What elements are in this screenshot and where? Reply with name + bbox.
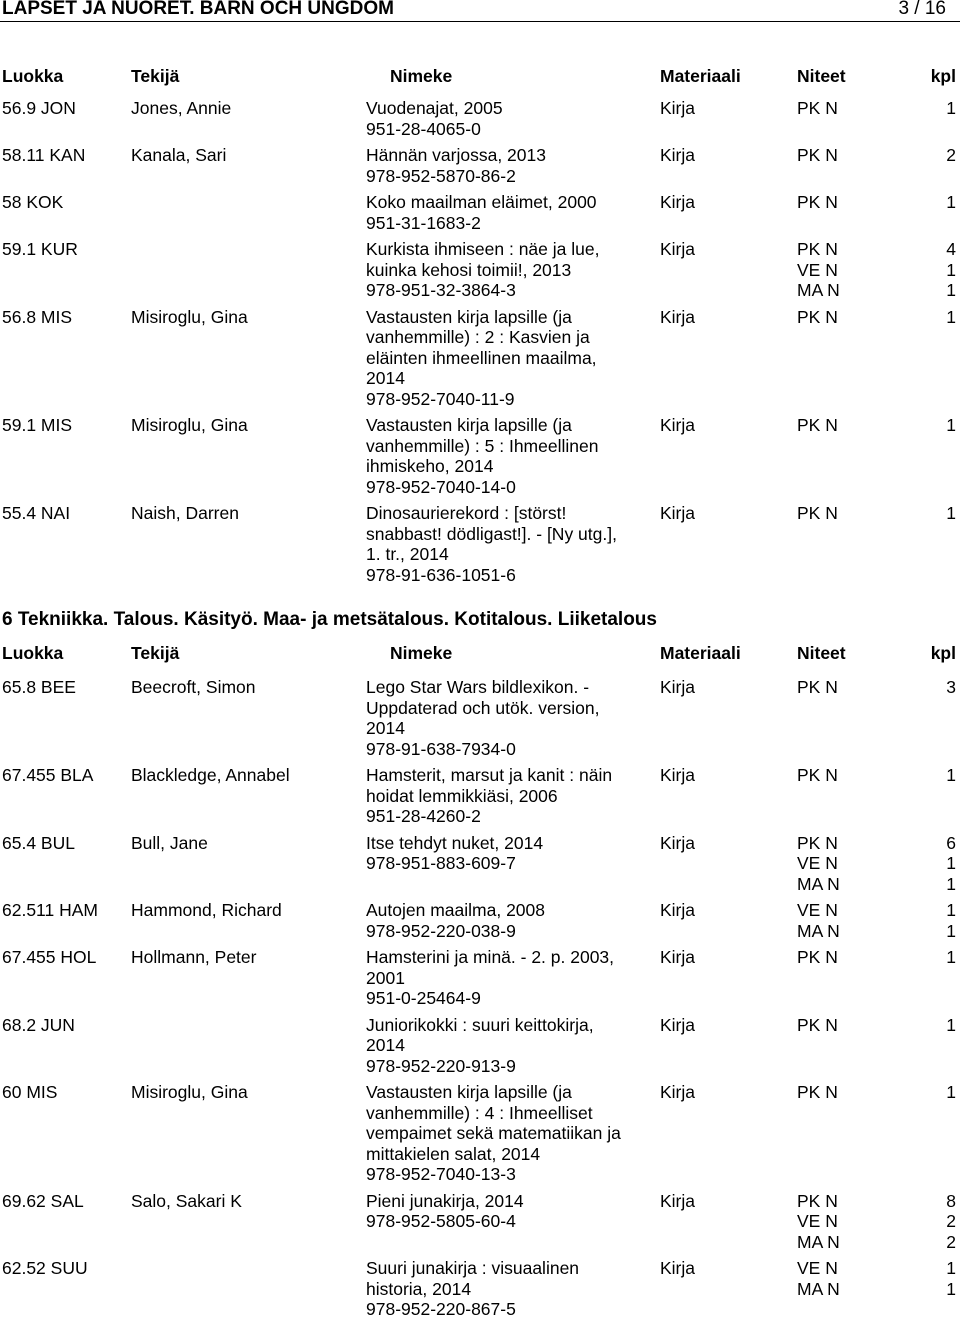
kpl-cell: 6 xyxy=(946,832,956,853)
materiaali-cell: Kirja xyxy=(660,1258,696,1278)
niteet-cell: VE N xyxy=(797,259,838,280)
kpl-cell: 1 xyxy=(946,873,956,894)
kpl-cell: 1 xyxy=(946,503,956,523)
nimeke-line: Pieni junakirja, 2014 xyxy=(366,1190,524,1211)
nimeke-line: kuinka kehosi toimii!, 2013 xyxy=(366,259,572,280)
materiaali-cell: Kirja xyxy=(660,900,696,920)
luokka-cell: 67.455 HOL xyxy=(2,947,97,967)
kpl-cell: 1 xyxy=(946,853,956,873)
kpl-cell: 1 xyxy=(946,306,956,327)
niteet-cell: MA N xyxy=(797,1278,840,1299)
nimeke-line: 2014 xyxy=(366,368,405,388)
col-nimeke: Nimeke xyxy=(390,66,453,86)
nimeke-line: Itse tehdyt nuket, 2014 xyxy=(366,832,544,853)
nimeke-line: vanhemmille) : 5 : Ihmeellinen xyxy=(366,435,599,456)
isbn: 978-952-220-867-5 xyxy=(366,1299,516,1319)
isbn: 978-952-5870-86-2 xyxy=(366,165,516,186)
materiaali-cell: Kirja xyxy=(660,192,696,212)
niteet-cell: MA N xyxy=(797,920,840,941)
isbn: 978-91-636-1051-6 xyxy=(366,564,516,585)
col-kpl: kpl xyxy=(930,643,956,663)
column-header-2 xyxy=(0,643,960,665)
nimeke-line: Koko maailman eläimet, 2000 xyxy=(366,192,597,212)
luokka-cell: 59.1 MIS xyxy=(2,415,73,435)
nimeke-line: vanhemmille) : 2 : Kasvien ja xyxy=(366,327,590,347)
nimeke-line: vempaimet sekä matematiikan ja xyxy=(366,1123,621,1143)
tekija-cell: Misiroglu, Gina xyxy=(131,1082,248,1102)
kpl-cell: 2 xyxy=(946,1231,956,1252)
nimeke-line: hoidat lemmikkiäsi, 2006 xyxy=(366,785,558,806)
kpl-cell: 2 xyxy=(946,1211,956,1231)
nimeke-line: Autojen maailma, 2008 xyxy=(366,900,545,920)
tekija-cell: Jones, Annie xyxy=(131,98,232,118)
materiaali-cell: Kirja xyxy=(660,415,696,435)
niteet-cell: MA N xyxy=(797,1231,840,1252)
luokka-cell: 59.1 KUR xyxy=(2,239,78,259)
materiaali-cell: Kirja xyxy=(660,1014,696,1035)
kpl-cell: 2 xyxy=(946,145,956,165)
isbn: 951-28-4260-2 xyxy=(366,806,481,826)
tekija-cell: Salo, Sakari K xyxy=(131,1190,242,1211)
niteet-cell: VE N xyxy=(797,853,838,873)
materiaali-cell: Kirja xyxy=(660,1190,696,1211)
isbn: 978-952-220-038-9 xyxy=(366,920,516,941)
luokka-cell: 69.62 SAL xyxy=(2,1190,84,1211)
nimeke-line: Suuri junakirja : visuaalinen xyxy=(366,1258,580,1278)
isbn: 978-952-7040-14-0 xyxy=(366,476,516,497)
materiaali-cell: Kirja xyxy=(660,306,696,327)
niteet-cell: PK N xyxy=(797,1082,838,1102)
tekija-cell: Blackledge, Annabel xyxy=(131,765,290,785)
tekija-cell: Beecroft, Simon xyxy=(131,677,256,697)
nimeke-line: Hamsterit, marsut ja kanit : näin xyxy=(366,765,613,785)
materiaali-cell: Kirja xyxy=(660,503,696,523)
kpl-cell: 1 xyxy=(946,259,956,280)
luokka-cell: 55.4 NAI xyxy=(2,503,71,523)
nimeke-line: Lego Star Wars bildlexikon. - xyxy=(366,677,590,697)
nimeke-line: Kurkista ihmiseen : näe ja lue, xyxy=(366,239,600,259)
col-tekija: Tekijä xyxy=(131,66,180,86)
isbn: 978-951-32-3864-3 xyxy=(366,280,516,300)
isbn: 951-31-1683-2 xyxy=(366,212,481,233)
tekija-cell: Bull, Jane xyxy=(131,832,208,853)
col-niteet: Niteet xyxy=(797,66,846,86)
luokka-cell: 58.11 KAN xyxy=(2,145,86,165)
tekija-cell: Misiroglu, Gina xyxy=(131,306,248,327)
col-nimeke: Nimeke xyxy=(390,643,453,663)
materiaali-cell: Kirja xyxy=(660,677,696,697)
kpl-cell: 1 xyxy=(946,920,956,941)
materiaali-cell: Kirja xyxy=(660,98,696,118)
materiaali-cell: Kirja xyxy=(660,832,696,853)
nimeke-line: Hamsterini ja minä. - 2. p. 2003, xyxy=(366,947,615,967)
materiaali-cell: Kirja xyxy=(660,947,696,967)
section-2-title: 6 Tekniikka. Talous. Käsityö. Maa- ja metsätalous. Kotitalous. Liiketalous xyxy=(2,609,657,630)
nimeke-line: Vastausten kirja lapsille (ja xyxy=(366,1082,572,1102)
tekija-cell: Misiroglu, Gina xyxy=(131,415,248,435)
nimeke-line: Dinosaurierekord : [störst! xyxy=(366,503,567,523)
materiaali-cell: Kirja xyxy=(660,765,696,785)
niteet-cell: PK N xyxy=(797,98,838,118)
luokka-cell: 67.455 BLA xyxy=(2,765,94,785)
niteet-cell: PK N xyxy=(797,1014,838,1035)
niteet-cell: PK N xyxy=(797,239,838,259)
niteet-cell: PK N xyxy=(797,832,838,853)
niteet-cell: PK N xyxy=(797,677,838,697)
nimeke-line: vanhemmille) : 4 : Ihmeelliset xyxy=(366,1102,593,1123)
col-kpl: kpl xyxy=(930,66,956,86)
luokka-cell: 56.9 JON xyxy=(2,98,76,118)
nimeke-line: eläinten ihmeellinen maailma, xyxy=(366,347,597,368)
kpl-cell: 8 xyxy=(946,1190,956,1211)
tekija-cell: Kanala, Sari xyxy=(131,145,227,165)
page-number: 3 / 16 xyxy=(898,0,946,19)
nimeke-line: 2001 xyxy=(366,967,405,988)
col-materiaali: Materiaali xyxy=(660,643,741,663)
materiaali-cell: Kirja xyxy=(660,145,696,165)
nimeke-line: Uppdaterad och utök. version, xyxy=(366,697,600,718)
niteet-cell: MA N xyxy=(797,873,840,894)
luokka-cell: 60 MIS xyxy=(2,1082,58,1102)
nimeke-line: snabbast! dödligast!]. - [Ny utg.], xyxy=(366,523,617,544)
niteet-cell: PK N xyxy=(797,145,838,165)
materiaali-cell: Kirja xyxy=(660,239,696,259)
niteet-cell: PK N xyxy=(797,947,838,967)
niteet-cell: PK N xyxy=(797,1190,838,1211)
nimeke-line: Hännän varjossa, 2013 xyxy=(366,145,546,165)
nimeke-line: Vastausten kirja lapsille (ja xyxy=(366,306,572,327)
niteet-cell: PK N xyxy=(797,192,838,212)
kpl-cell: 1 xyxy=(946,1258,956,1278)
kpl-cell: 1 xyxy=(946,1082,956,1102)
luokka-cell: 68.2 JUN xyxy=(2,1014,75,1035)
isbn: 978-952-5805-60-4 xyxy=(366,1211,516,1231)
document-title: LAPSET JA NUORET. BARN OCH UNGDOM xyxy=(2,0,394,19)
nimeke-line: 1. tr., 2014 xyxy=(366,544,449,564)
isbn: 978-951-883-609-7 xyxy=(366,853,516,873)
niteet-cell: PK N xyxy=(797,306,838,327)
nimeke-line: 2014 xyxy=(366,1035,405,1055)
col-luokka: Luokka xyxy=(2,66,64,86)
kpl-cell: 1 xyxy=(946,98,956,118)
niteet-cell: PK N xyxy=(797,503,838,523)
column-header-1 xyxy=(0,66,960,88)
luokka-cell: 56.8 MIS xyxy=(2,306,73,327)
niteet-cell: PK N xyxy=(797,415,838,435)
kpl-cell: 1 xyxy=(946,765,956,785)
col-luokka: Luokka xyxy=(2,643,64,663)
luokka-cell: 58 KOK xyxy=(2,192,64,212)
niteet-cell: MA N xyxy=(797,280,840,300)
luokka-cell: 62.52 SUU xyxy=(2,1258,88,1278)
kpl-cell: 1 xyxy=(946,900,956,920)
kpl-cell: 1 xyxy=(946,947,956,967)
luokka-cell: 62.511 HAM xyxy=(2,900,98,920)
niteet-cell: VE N xyxy=(797,900,838,920)
kpl-cell: 3 xyxy=(946,677,956,697)
materiaali-cell: Kirja xyxy=(660,1082,696,1102)
nimeke-line: Vastausten kirja lapsille (ja xyxy=(366,415,572,435)
tekija-cell: Hammond, Richard xyxy=(131,900,282,920)
isbn: 978-91-638-7934-0 xyxy=(366,738,516,759)
tekija-cell: Hollmann, Peter xyxy=(131,947,257,967)
luokka-cell: 65.4 BUL xyxy=(2,832,75,853)
kpl-cell: 1 xyxy=(946,280,956,300)
nimeke-line: ihmiskeho, 2014 xyxy=(366,456,494,476)
nimeke-line: mittakielen salat, 2014 xyxy=(366,1143,541,1164)
isbn: 951-28-4065-0 xyxy=(366,118,481,139)
kpl-cell: 1 xyxy=(946,192,956,212)
nimeke-line: Vuodenajat, 2005 xyxy=(366,98,503,118)
kpl-cell: 1 xyxy=(946,415,956,435)
kpl-cell: 4 xyxy=(946,239,956,259)
col-tekija: Tekijä xyxy=(131,643,180,663)
isbn: 978-952-220-913-9 xyxy=(366,1055,516,1076)
luokka-cell: 65.8 BEE xyxy=(2,677,76,697)
niteet-cell: PK N xyxy=(797,765,838,785)
nimeke-line: historia, 2014 xyxy=(366,1278,472,1299)
isbn: 951-0-25464-9 xyxy=(366,988,481,1008)
tekija-cell: Naish, Darren xyxy=(131,503,239,523)
col-materiaali: Materiaali xyxy=(660,66,741,86)
niteet-cell: VE N xyxy=(797,1211,838,1231)
niteet-cell: VE N xyxy=(797,1258,838,1278)
kpl-cell: 1 xyxy=(946,1278,956,1299)
col-niteet: Niteet xyxy=(797,643,846,663)
isbn: 978-952-7040-11-9 xyxy=(366,388,515,409)
isbn: 978-952-7040-13-3 xyxy=(366,1164,516,1184)
nimeke-line: 2014 xyxy=(366,718,405,738)
nimeke-line: Juniorikokki : suuri keittokirja, xyxy=(366,1014,594,1035)
kpl-cell: 1 xyxy=(946,1014,956,1035)
page-header xyxy=(0,0,960,22)
